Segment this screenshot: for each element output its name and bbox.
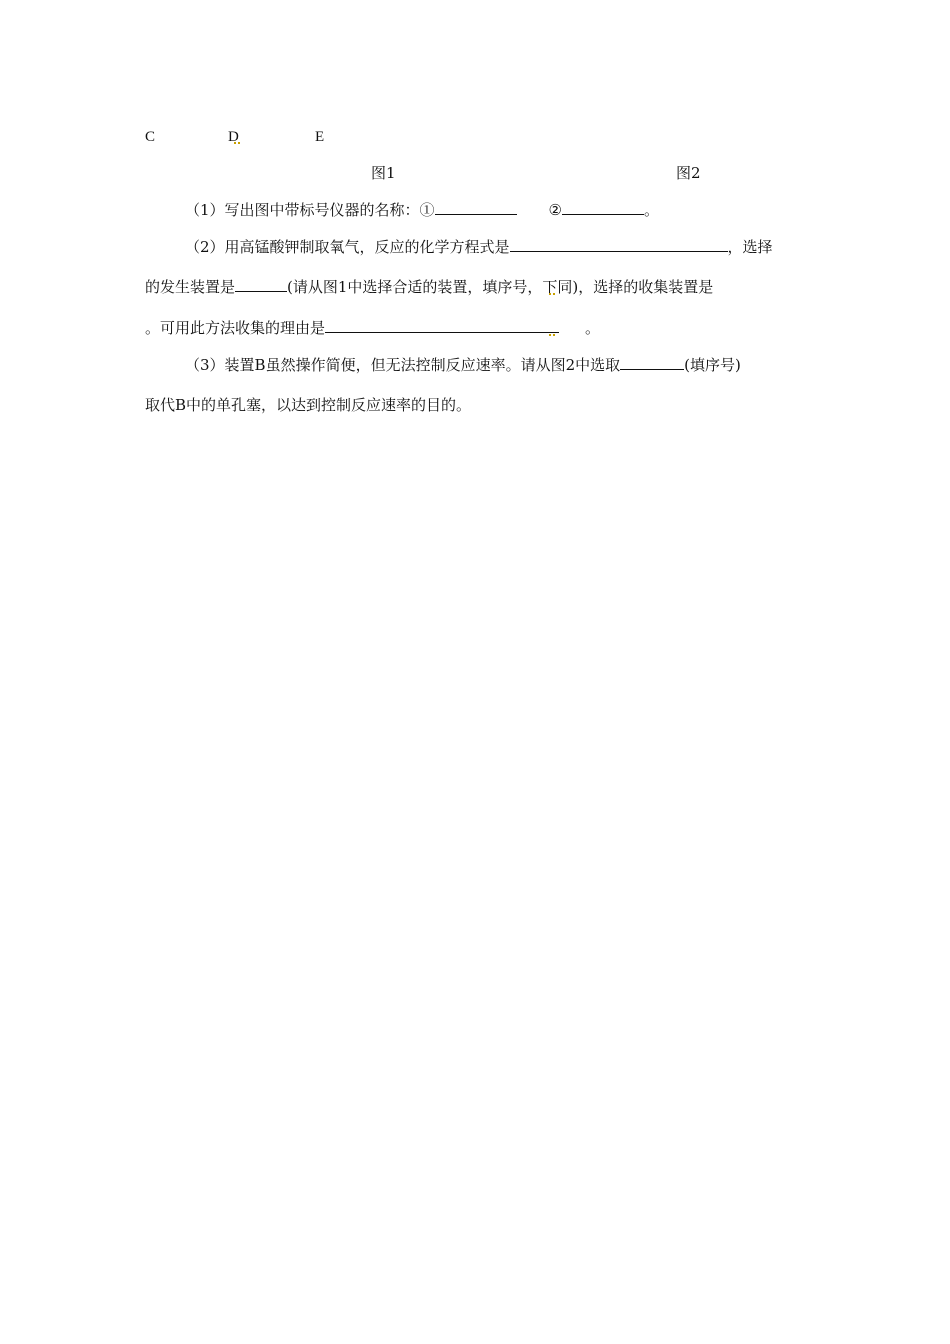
circle-2-label: ② <box>548 201 562 219</box>
figure-label-d: D <box>228 129 239 145</box>
answer-blank-part <box>620 354 684 370</box>
answer-blank-generator <box>235 276 287 292</box>
question-2-line-3 <box>145 317 600 338</box>
spell-mark <box>234 139 240 144</box>
question-2-line-2-mid: (请从图1中选择合适的装置，填序号，下同)，选择的收集装置是 <box>287 278 714 296</box>
spell-mark <box>549 331 555 336</box>
question-2-line-1-end: ，选择 <box>727 238 773 256</box>
question-2-line-3-end: 。 <box>585 319 601 337</box>
question-3-line-2 <box>145 395 471 415</box>
figure-label-e: E <box>315 129 325 145</box>
question-3-line-2-text: 取代B中的单孔塞，以达到控制反应速率的目的。 <box>145 396 472 414</box>
spell-mark <box>549 290 555 295</box>
question-2-line-2 <box>145 276 713 297</box>
question-2-line-2-start: 的发生装置是 <box>145 278 236 296</box>
figure-label-c: C <box>145 129 156 145</box>
answer-blank-equation <box>510 236 728 252</box>
question-1-end: 。 <box>644 201 660 219</box>
figure-2-caption: 图2 <box>676 164 701 182</box>
question-2-text: （2）用高锰酸钾制取氧气，反应的化学方程式是 <box>185 238 510 256</box>
question-1 <box>145 199 659 220</box>
question-2-line-3-start: 。可用此方法收集的理由是 <box>145 319 326 337</box>
answer-blank-reason <box>325 317 559 333</box>
question-2-line-1 <box>145 236 773 257</box>
figure-1-caption: 图1 <box>371 164 396 182</box>
question-3-text: （3）装置B虽然操作简便，但无法控制反应速率。请从图2中选取 <box>185 356 621 374</box>
answer-blank-1 <box>435 199 517 215</box>
question-3-line-1 <box>145 354 741 375</box>
question-3-line-1-end: (填序号) <box>684 356 741 374</box>
answer-blank-2 <box>562 199 644 215</box>
question-1-text: （1）写出图中带标号仪器的名称：① <box>185 201 435 219</box>
